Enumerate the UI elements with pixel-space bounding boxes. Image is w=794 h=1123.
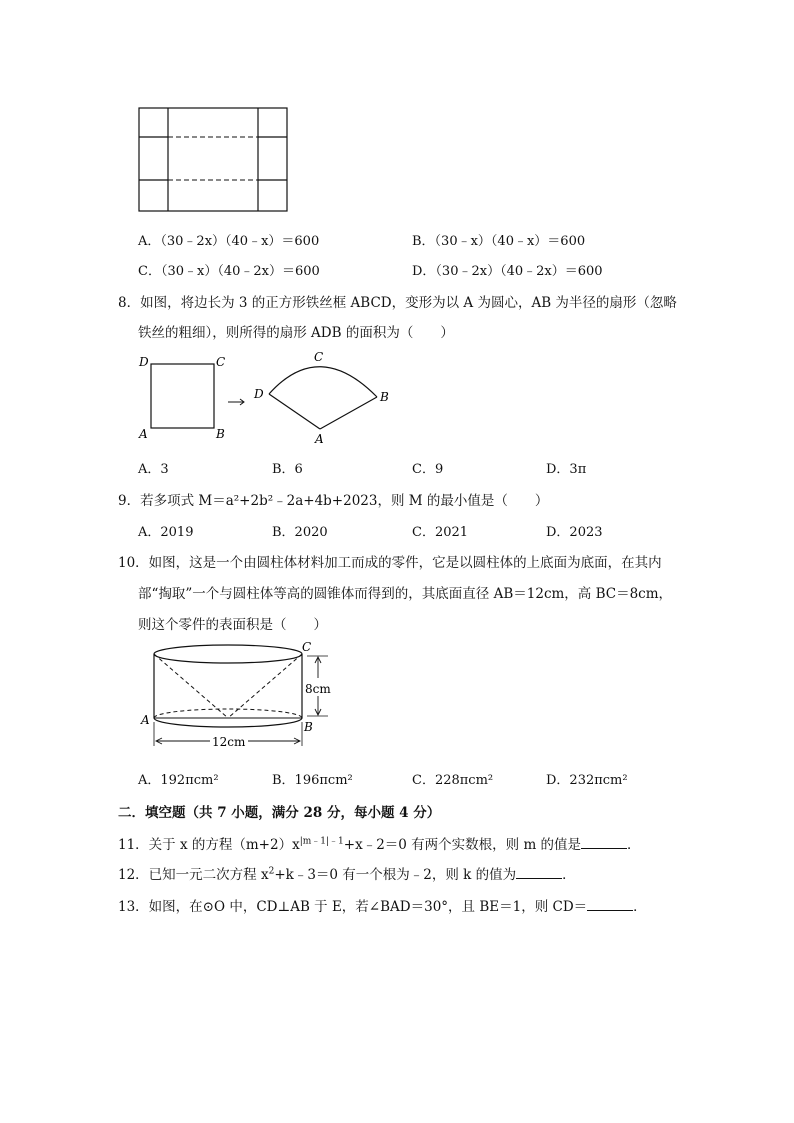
q8-stem-line2: 铁丝的粗细），则所得的扇形 ADB 的面积为（ ） [138, 325, 454, 341]
q12-answer-blank[interactable] [516, 866, 562, 879]
q9-option-d[interactable]: D．2023 [546, 525, 603, 540]
q8-square-label-c: C [216, 355, 226, 369]
q13-end: ． [633, 899, 647, 915]
q10-diameter-label: 12cm [212, 735, 246, 749]
q10-figure [138, 638, 338, 756]
q9-option-a[interactable]: A．2019 [138, 525, 194, 540]
q10-stem-line2: 部“掏取”一个与圆柱体等高的圆锥体而得到的，其底面直径 AB＝12cm，高 BC＝8cm， [138, 586, 673, 602]
q8-sector-label-d: D [254, 387, 264, 401]
q9-option-b[interactable]: B．2020 [272, 525, 328, 540]
q12-stem [118, 863, 576, 883]
q10-option-a[interactable]: A．192πcm² [138, 773, 219, 788]
q10-height-label: 8cm [305, 682, 331, 696]
q8-option-c[interactable]: C．9 [412, 462, 444, 477]
q10-option-d[interactable]: D．232πcm² [546, 773, 628, 788]
q9-stem: 9．若多项式 M＝a²+2b²﹣2a+4b+2023，则 M 的最小值是（ ） [118, 493, 549, 509]
q13-stem [118, 895, 647, 915]
q11-answer-blank[interactable] [581, 836, 627, 849]
q11-exponent: |m﹣1|﹣1 [299, 836, 344, 847]
q8-square-label-d: D [139, 355, 149, 369]
q10-option-c[interactable]: C．228πcm² [412, 773, 494, 788]
q12-prefix: 12．已知一元二次方程 x [118, 867, 269, 883]
section-title: 二．填空题（共 7 小题，满分 28 分，每小题 4 分） [118, 805, 441, 821]
q11-prefix: 11．关于 x 的方程（m+2）x [118, 837, 300, 853]
q10-label-b: B [304, 720, 313, 734]
q10-label-a: A [141, 713, 150, 727]
q8-square-label-b: B [216, 427, 225, 441]
q8-square-label-a: A [139, 427, 148, 441]
q10-option-b[interactable]: B．196πcm² [272, 773, 353, 788]
q10-stem-line1: 10．如图，这是一个由圆柱体材料加工而成的零件，它是以圆柱体的上底面为底面，在其内 [118, 555, 662, 571]
q8-option-b[interactable]: B．6 [272, 462, 303, 477]
q11-end: ． [627, 837, 641, 853]
q8-stem-line1: 8．如图，将边长为 3 的正方形铁丝框 ABCD，变形为以 A 为圆心，AB 为半径的扇形（忽略 [118, 295, 677, 311]
q9-option-c[interactable]: C．2021 [412, 525, 469, 540]
q11-suffix: +x﹣2＝0 有两个实数根，则 m 的值是 [343, 837, 582, 853]
q7-option-b[interactable]: B．（30﹣x）（40﹣x）＝600 [412, 234, 586, 249]
q7-option-a[interactable]: A．（30﹣2x）（40﹣x）＝600 [138, 234, 320, 249]
q8-sector-label-b: B [380, 390, 389, 404]
q12-end: ． [562, 867, 576, 883]
q7-figure [138, 107, 290, 213]
q13-answer-blank[interactable] [587, 898, 633, 911]
q8-sector-label-a: A [315, 432, 324, 446]
q10-label-c: C [302, 640, 312, 654]
q8-sector-label-c: C [314, 350, 324, 364]
q10-stem-line3: 则这个零件的表面积是（ ） [138, 617, 327, 633]
q8-option-d[interactable]: D．3π [546, 462, 587, 477]
q13-text: 13．如图，在⊙O 中，CD⊥AB 于 E，若∠BAD＝30°，且 BE＝1，则 CD＝ [118, 899, 588, 915]
q7-option-c[interactable]: C．（30﹣x）（40﹣2x）＝600 [138, 264, 320, 279]
arrow-right-icon [228, 399, 244, 405]
q8-figure [136, 348, 396, 448]
q8-option-a[interactable]: A．3 [138, 462, 169, 477]
q11-stem [118, 833, 641, 853]
q7-option-d[interactable]: D．（30﹣2x）（40﹣2x）＝600 [412, 264, 603, 279]
q12-exponent: 2 [268, 866, 275, 877]
q12-suffix: +k﹣3＝0 有一个根为﹣2，则 k 的值为 [274, 867, 517, 883]
